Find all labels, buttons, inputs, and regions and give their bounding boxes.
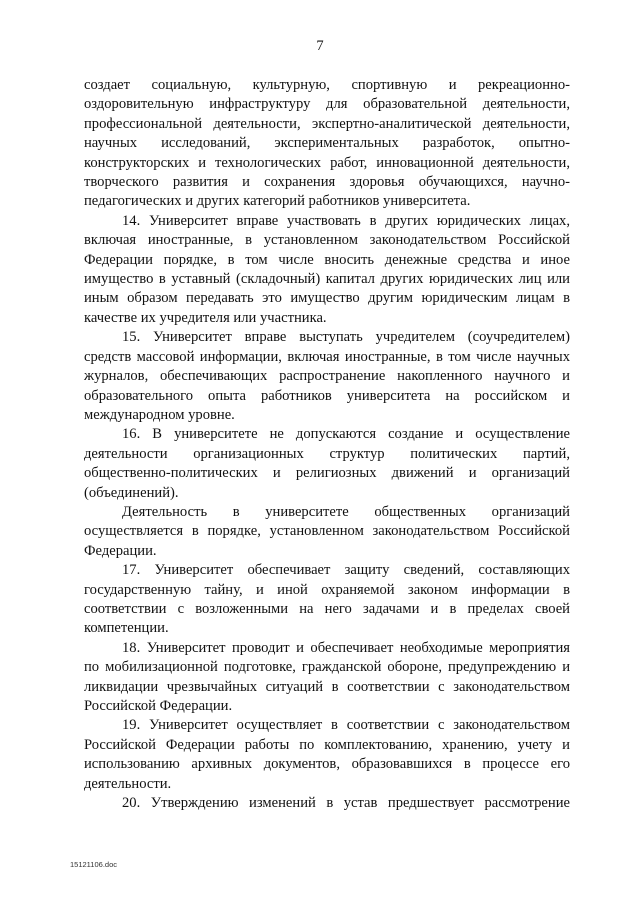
paragraph-20: 20. Утверждению изменений в устав предшествует рассмотрение	[122, 795, 570, 812]
paragraph-19: 19. Университет осуществляет в соответствии с законодательством Российской Федерации работы по комплектованию, хранению, учету и использованию архивных документов, образовавшихся в процессе его деятельности.	[84, 717, 570, 792]
page-number: 7	[316, 38, 324, 54]
document-file-code: 15121106.doc	[70, 860, 117, 869]
paragraph-16-activity: Деятельность в университете общественных организаций осуществляется в порядке, установленном законодательством Российской Федерации.	[84, 503, 570, 559]
paragraph-17: 17. Университет обеспечивает защиту сведений, составляющих государственную тайну, и иной охраняемой законом информации в соответствии с возложенными на него задачами и в пределах своей компетенции.	[84, 562, 570, 637]
paragraph-18: 18. Университет проводит и обеспечивает необходимые мероприятия по мобилизационной подготовке, гражданской обороне, предупреждению и ликвидации чрезвычайных ситуаций в соответствии с законодательством Российской Федерации.	[84, 639, 570, 714]
paragraph-15: 15. Университет вправе выступать учредителем (соучредителем) средств массовой информации, включая иностранные, в том числе научных журналов, обеспечивающих распространение накопленного научного и образовательного опыта работников университета на российском и международном уровне.	[84, 329, 570, 423]
paragraph-14: 14. Университет вправе участвовать в других юридических лицах, включая иностранные, в установленном законодательством Российской Федерации порядке, в том числе вносить денежные средства и иное имущество в уставный (складочный) капитал других юридических лиц или иным образом передавать это имущество другим юридическим лицам в качестве их учредителя или участника.	[84, 212, 570, 326]
paragraph-continuation: создает социальную, культурную, спортивную и рекреационно-оздоровительную инфраструктуру для образовательной деятельности, профессиональной деятельности, экспертно-аналитической деятельности, научных исследований, экспериментальных разработок, опытно-конструкторских и технологических работ, инновационной деятельности, творческого развития и сохранения здоровья обучающихся, научно-педагогических и других категорий работников университета.	[84, 77, 570, 210]
document-body	[84, 76, 570, 813]
paragraph-16: 16. В университете не допускаются создание и осуществление деятельности организационных структур политических партий, общественно-политических и религиозных движений и организаций (объединений).	[84, 426, 570, 501]
